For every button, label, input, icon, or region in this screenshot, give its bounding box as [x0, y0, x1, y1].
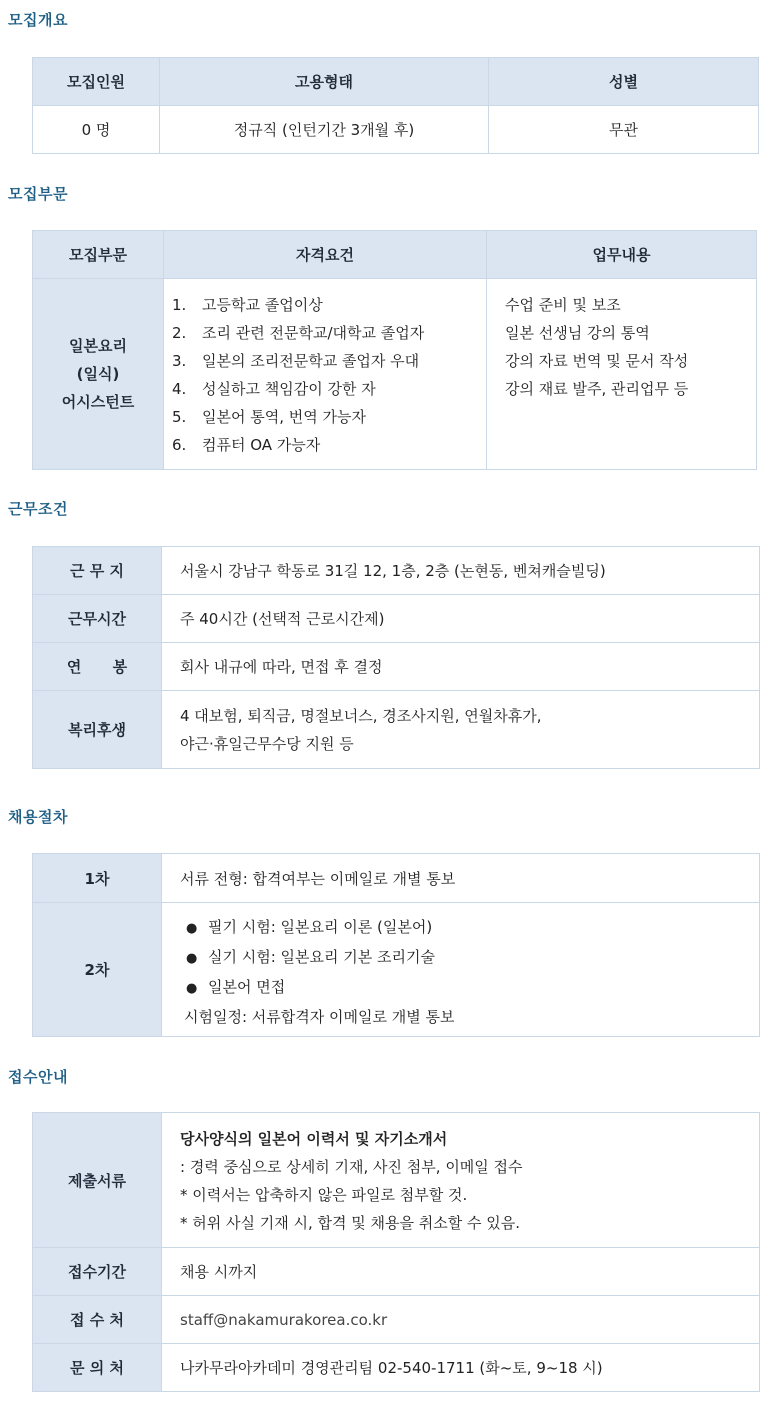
docs-label: 제출서류 [33, 1113, 162, 1248]
salary-label: 연 봉 [33, 643, 162, 691]
gender-value: 무관 [489, 106, 759, 154]
headcount-value: 0 명 [33, 106, 160, 154]
list-item [184, 1003, 759, 1031]
bullet-icon: ● [186, 950, 198, 966]
welfare-value [162, 691, 760, 769]
hours-value: 주 40시간 (선택적 근로시간제) [162, 595, 760, 643]
step1-label: 1차 [33, 854, 162, 903]
list-item: ● 실기 시험: 일본요리 기본 조리기술 [186, 943, 759, 973]
step2-note: 시험일정: 서류합격자 이메일로 개별 통보 [184, 1007, 455, 1026]
department-name [33, 279, 164, 470]
email-label: 접 수 처 [33, 1296, 162, 1344]
bullet-icon: ● [186, 980, 198, 996]
list-item: ● 필기 시험: 일본요리 이론 (일본어) [186, 913, 759, 943]
section-title-overview: 모집개요 [8, 11, 68, 29]
period-label: 접수기간 [33, 1248, 162, 1296]
welfare-label: 복리후생 [33, 691, 162, 769]
location-label: 근 무 지 [33, 547, 162, 595]
docs-title: 당사양식의 일본어 이력서 및 자기소개서 [180, 1130, 448, 1148]
overview-table [32, 57, 759, 154]
list-item: 1. 고등학교 졸업이상 [172, 296, 323, 314]
department-name-line: 어시스턴트 [61, 393, 135, 411]
section-title-apply: 접수안내 [8, 1068, 68, 1086]
duty-line: 일본 선생님 강의 통역 [505, 324, 650, 342]
list-item: 5. 일본어 통역, 번역 가능자 [172, 408, 366, 426]
header-headcount: 모집인원 [33, 58, 160, 106]
header-duties: 업무내용 [487, 231, 757, 279]
header-gender: 성별 [489, 58, 759, 106]
docs-line: : 경력 중심으로 상세히 기재, 사진 첨부, 이메일 접수 [180, 1158, 523, 1176]
contact-value: 나카무라아카데미 경영관리팀 02-540-1711 (화~토, 9~18 시) [162, 1344, 760, 1392]
list-item: ● 일본어 면접 [186, 973, 759, 1003]
conditions-table [32, 546, 760, 769]
department-name-line: 일본요리 [69, 337, 127, 355]
duty-line: 수업 준비 및 보조 [505, 296, 621, 314]
process-table [32, 853, 760, 1037]
step2-list [186, 913, 759, 1031]
section-title-process: 채용절차 [8, 808, 68, 826]
department-name-line: (일식) [76, 365, 120, 383]
duty-line: 강의 재료 발주, 관리업무 등 [505, 380, 689, 398]
welfare-line: 야근·휴일근무수당 지원 등 [180, 734, 354, 753]
step2-value [162, 903, 760, 1037]
bullet-icon: ● [186, 920, 198, 936]
location-value: 서울시 강남구 학동로 31길 12, 1층, 2층 (논현동, 벤쳐캐슬빌딩) [162, 547, 760, 595]
salary-value: 회사 내규에 따라, 면접 후 결정 [162, 643, 760, 691]
period-value: 채용 시까지 [162, 1248, 760, 1296]
section-title-conditions: 근무조건 [8, 500, 68, 518]
header-department: 모집부문 [33, 231, 164, 279]
header-employment-type: 고용형태 [160, 58, 489, 106]
requirements-list [172, 291, 486, 459]
docs-value [162, 1113, 760, 1248]
duty-line: 강의 자료 번역 및 문서 작성 [505, 352, 689, 370]
list-item: 2. 조리 관련 전문학교/대학교 졸업자 [172, 324, 425, 342]
department-table [32, 230, 757, 470]
contact-label: 문 의 처 [33, 1344, 162, 1392]
welfare-line: 4 대보험, 퇴직금, 명절보너스, 경조사지원, 연월차휴가, [180, 706, 542, 725]
step2-label: 2차 [33, 903, 162, 1037]
duties-cell [487, 279, 757, 470]
docs-line: * 이력서는 압축하지 않은 파일로 첨부할 것. [180, 1186, 468, 1204]
email-link[interactable]: staff@nakamurakorea.co.kr [162, 1296, 760, 1344]
section-title-department: 모집부문 [8, 185, 68, 203]
apply-table [32, 1112, 760, 1392]
step1-value: 서류 전형: 합격여부는 이메일로 개별 통보 [162, 854, 760, 903]
list-item: 6. 컴퓨터 OA 가능자 [172, 436, 321, 454]
header-requirements: 자격요건 [164, 231, 487, 279]
employment-type-value: 정규직 (인턴기간 3개월 후) [160, 106, 489, 154]
hours-label: 근무시간 [33, 595, 162, 643]
requirements-cell [164, 279, 487, 470]
list-item: 3. 일본의 조리전문학교 졸업자 우대 [172, 352, 420, 370]
docs-line: * 허위 사실 기재 시, 합격 및 채용을 취소할 수 있음. [180, 1214, 521, 1232]
list-item: 4. 성실하고 책임감이 강한 자 [172, 380, 376, 398]
